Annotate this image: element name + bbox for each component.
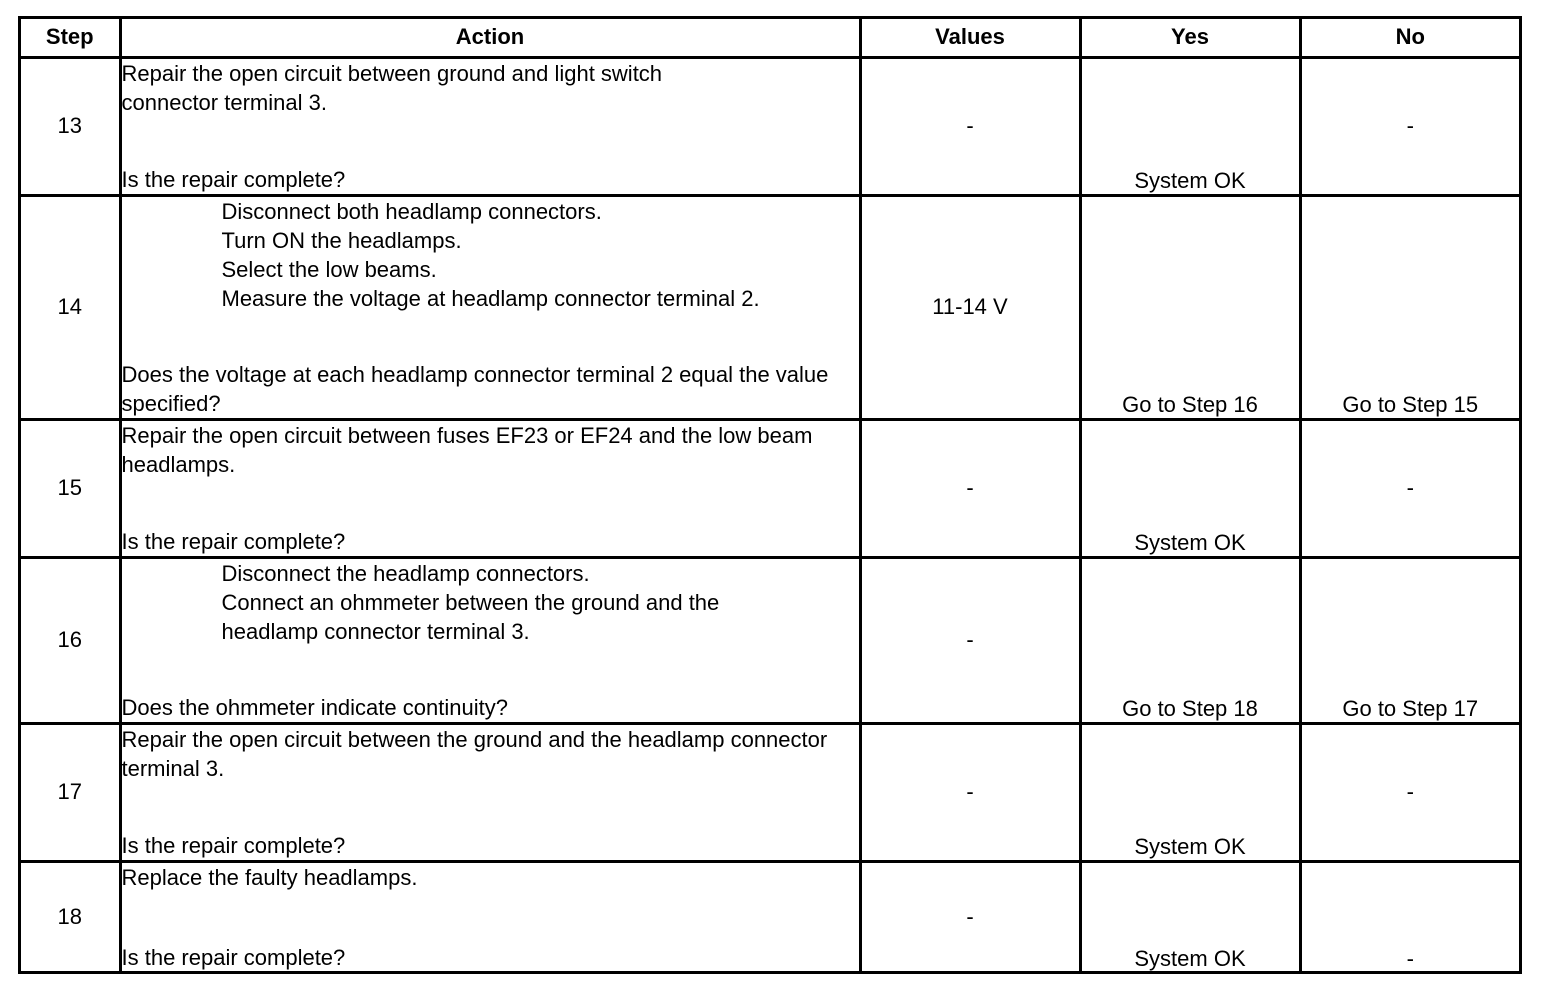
values-cell: -	[860, 557, 1080, 723]
action-cell	[120, 419, 860, 557]
action-text: Repair the open circuit between ground and light switch connector terminal 3.	[121, 60, 663, 115]
diagnostic-table-frame	[18, 16, 1522, 974]
yes-cell: System OK	[1080, 861, 1300, 972]
header-no: No	[1300, 19, 1519, 57]
action-question: Is the repair complete?	[121, 528, 346, 554]
action-steps	[122, 197, 859, 313]
step-number: 16	[21, 557, 120, 723]
yes-cell: System OK	[1080, 57, 1300, 195]
header-action: Action	[120, 19, 860, 57]
action-step-line: Disconnect both headlamp connectors.	[221, 198, 602, 224]
table-row-step-18	[21, 861, 1519, 972]
no-cell: -	[1300, 723, 1519, 861]
no-cell: -	[1300, 419, 1519, 557]
action-step-line: Turn ON the headlamps.	[221, 227, 462, 253]
no-cell: Go to Step 15	[1300, 195, 1519, 419]
values-cell: -	[860, 723, 1080, 861]
action-question: Is the repair complete?	[121, 832, 346, 858]
header-step: Step	[21, 19, 120, 57]
yes-cell: Go to Step 16	[1080, 195, 1300, 419]
values-cell: -	[860, 861, 1080, 972]
table-row-step-14	[21, 195, 1519, 419]
table-row-step-16	[21, 557, 1519, 723]
values-cell: 11-14 V	[860, 195, 1080, 419]
yes-cell: System OK	[1080, 723, 1300, 861]
yes-cell: System OK	[1080, 419, 1300, 557]
action-cell	[120, 195, 860, 419]
header-yes: Yes	[1080, 19, 1300, 57]
step-number: 18	[21, 861, 120, 972]
action-question: Does the voltage at each headlamp connector terminal 2 equal the value specified?	[121, 361, 829, 416]
action-steps	[122, 559, 859, 646]
action-text: Repair the open circuit between the ground and the headlamp connector terminal 3.	[121, 726, 828, 781]
header-row	[21, 19, 1519, 57]
values-cell: -	[860, 419, 1080, 557]
step-number: 13	[21, 57, 120, 195]
no-cell: Go to Step 17	[1300, 557, 1519, 723]
action-question: Is the repair complete?	[121, 944, 346, 970]
action-step-line: headlamp connector terminal 3.	[221, 618, 530, 644]
step-number: 15	[21, 419, 120, 557]
table-row-step-15	[21, 419, 1519, 557]
step-number: 14	[21, 195, 120, 419]
table-row-step-17	[21, 723, 1519, 861]
no-cell: -	[1300, 861, 1519, 972]
action-question: Does the ohmmeter indicate continuity?	[121, 694, 508, 720]
step-number: 17	[21, 723, 120, 861]
action-question: Is the repair complete?	[121, 166, 346, 192]
action-step-line: Select the low beams.	[221, 256, 437, 282]
table-row-step-13	[21, 57, 1519, 195]
no-cell: -	[1300, 57, 1519, 195]
values-cell: -	[860, 57, 1080, 195]
action-step-line: Measure the voltage at headlamp connector terminal 2.	[221, 285, 760, 311]
action-cell	[120, 861, 860, 972]
action-cell	[120, 723, 860, 861]
action-step-line: Disconnect the headlamp connectors.	[221, 560, 590, 586]
action-cell	[120, 557, 860, 723]
action-text: Replace the faulty headlamps.	[121, 864, 418, 890]
header-values: Values	[860, 19, 1080, 57]
action-text: Repair the open circuit between fuses EF23 or EF24 and the low beam headlamps.	[121, 422, 813, 477]
diagnostic-table	[21, 19, 1519, 972]
action-step-line: Connect an ohmmeter between the ground and the	[221, 589, 720, 615]
action-cell	[120, 57, 860, 195]
yes-cell: Go to Step 18	[1080, 557, 1300, 723]
